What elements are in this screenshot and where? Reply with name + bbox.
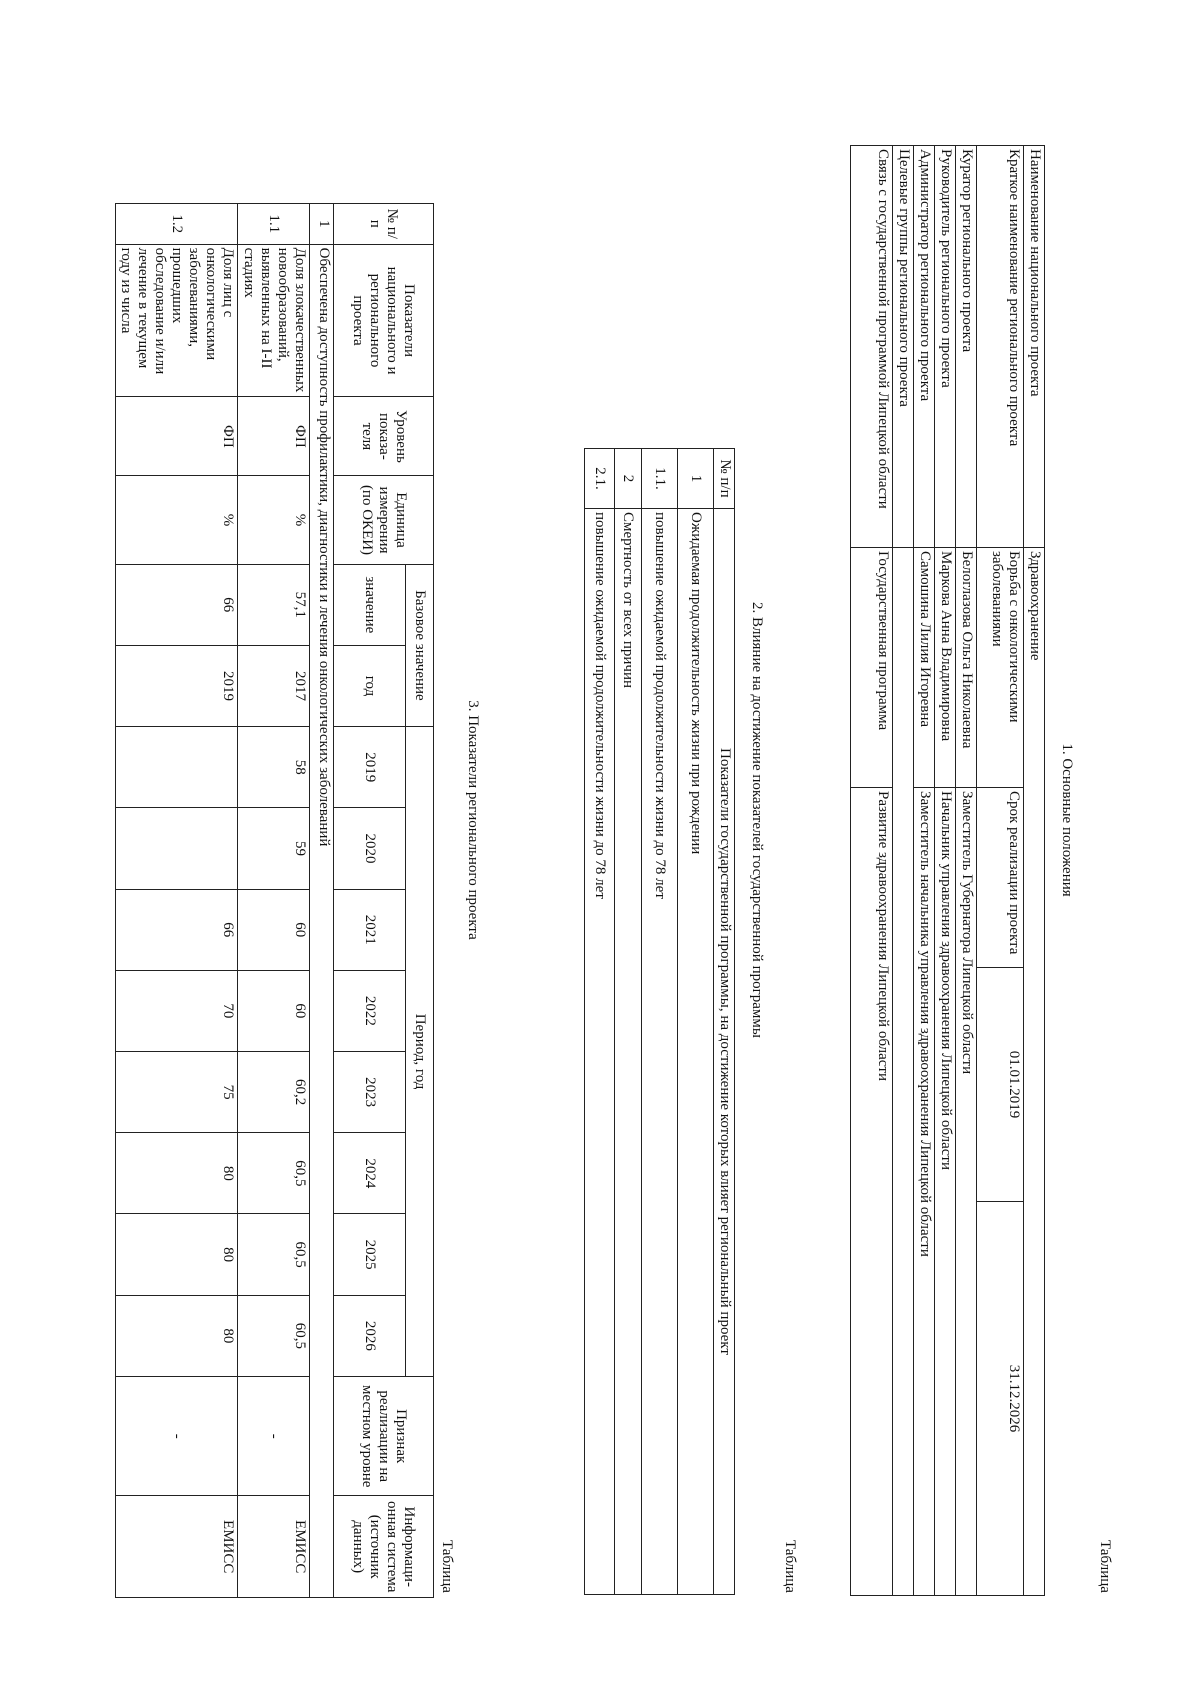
ind-header-year: 2025 — [334, 1214, 406, 1295]
ind-row-value: 60,5 — [238, 1295, 310, 1376]
table-label-2: Таблица — [782, 1540, 798, 1593]
administrator-label: Администратор регионального проекта — [914, 146, 935, 548]
head-position: Начальник управления здравоохранения Липецкой области — [935, 788, 956, 1596]
regional-indicators-table — [115, 203, 434, 1598]
ind-header-base-year: год — [334, 645, 406, 726]
national-project-label: Наименование национального проекта — [1024, 146, 1045, 548]
ind-header-local: Признак реализации на местном уровне — [334, 1376, 434, 1495]
state-program-impact-table — [584, 448, 735, 1595]
ind-header-period: Период, год — [406, 727, 434, 1377]
ind-row-base-value: 66 — [116, 564, 238, 645]
curator-position: Заместитель Губернатора Липецкой области — [956, 788, 977, 1596]
ind-row-value: 60,5 — [238, 1214, 310, 1295]
section-2-title: 2. Влияние на достижение показателей государственной программы — [749, 602, 765, 1038]
ind-row-value: 80 — [116, 1214, 238, 1295]
term-end: 31.12.2026 — [977, 1202, 1024, 1596]
ind-header-year: 2026 — [334, 1295, 406, 1376]
ind-header-year: 2020 — [334, 808, 406, 889]
ind-row-level: ФП — [238, 397, 310, 476]
impact-row-num: 1 — [678, 449, 714, 509]
ind-row-value — [116, 727, 238, 808]
impact-row-num: 2.1. — [585, 449, 615, 509]
ind-row-source: ЕМИСС — [238, 1496, 310, 1598]
link-label: Связь с государственной программой Липецкой области — [851, 146, 893, 548]
national-project-value: Здравоохранение — [1024, 548, 1045, 1596]
ind-row-value: 60,2 — [238, 1052, 310, 1133]
section-3-title: 3. Показатели регионального проекта — [465, 700, 481, 940]
ind-row-num: 1.2 — [116, 204, 238, 245]
impact-row-text: повышение ожидаемой продолжительности жизни до 78 лет — [642, 509, 678, 1595]
target-groups-label: Целевые группы регионального проекта — [893, 146, 914, 548]
ind-row-num: 1.1 — [238, 204, 310, 245]
link-value: Развитие здравоохранения Липецкой области — [851, 788, 893, 1596]
ind-header-year: 2022 — [334, 970, 406, 1051]
impact-header-num: № п/п — [714, 449, 735, 509]
ind-row-base-value: 57,1 — [238, 564, 310, 645]
ind-header-unit: Единица измерения (по ОКЕИ) — [334, 476, 434, 564]
table-row — [238, 204, 310, 1598]
curator-label: Куратор регионального проекта — [956, 146, 977, 548]
ind-row-value: 60,5 — [238, 1133, 310, 1214]
main-provisions-table — [850, 145, 1045, 1596]
ind-header-level: Уровень показа-теля — [334, 397, 434, 476]
short-name-value: Борьба с онкологическими заболеваниями — [977, 548, 1024, 788]
ind-row-indicator: Доля лиц с онкологическими заболеваниями, прошедших обследование и/или лечение в текущем году из числа — [116, 244, 238, 397]
ind-row-local: - — [116, 1376, 238, 1495]
section-1-title: 1. Основные положения — [1059, 743, 1075, 897]
impact-row-text: Смертность от всех причин — [615, 509, 642, 1595]
ind-group-num: 1 — [310, 204, 334, 245]
ind-header-year: 2023 — [334, 1052, 406, 1133]
ind-row-value: 80 — [116, 1133, 238, 1214]
head-label: Руководитель регионального проекта — [935, 146, 956, 548]
ind-header-base-value: значение — [334, 564, 406, 645]
ind-row-local: - — [238, 1376, 310, 1495]
ind-row-unit: % — [116, 476, 238, 564]
ind-header-source: Информаци-онная система (источник данных) — [334, 1496, 434, 1598]
ind-row-value: 60 — [238, 970, 310, 1051]
table-row — [116, 204, 238, 1598]
ind-row-value: 60 — [238, 889, 310, 970]
ind-row-value: 66 — [116, 889, 238, 970]
ind-row-value — [116, 808, 238, 889]
ind-row-value: 80 — [116, 1295, 238, 1376]
table-label-1: Таблица — [1097, 1540, 1113, 1593]
ind-row-base-year: 2019 — [116, 645, 238, 726]
impact-header-text: Показатели государственной программы, на достижение которых влияет региональный проект — [714, 509, 735, 1595]
ind-row-value: 58 — [238, 727, 310, 808]
ind-header-base: Базовое значение — [406, 564, 434, 726]
administrator-position: Заместитель начальника управления здравоохранения Липецкой области — [914, 788, 935, 1596]
short-name-label: Краткое наименование регионального проекта — [977, 146, 1024, 548]
ind-header-year: 2021 — [334, 889, 406, 970]
term-start: 01.01.2019 — [977, 968, 1024, 1202]
ind-row-source: ЕМИСС — [116, 1496, 238, 1598]
term-label: Срок реализации проекта — [977, 788, 1024, 968]
ind-row-value: 75 — [116, 1052, 238, 1133]
impact-row-text: Ожидаемая продолжительность жизни при рождении — [678, 509, 714, 1595]
ind-row-level: ФП — [116, 397, 238, 476]
ind-header-num: № п/п — [334, 204, 434, 245]
ind-header-year: 2019 — [334, 727, 406, 808]
curator-name: Белоглазова Ольга Николаевна — [956, 548, 977, 788]
impact-row-text: повышение ожидаемой продолжительности жизни до 78 лет — [585, 509, 615, 1595]
impact-row-num: 2 — [615, 449, 642, 509]
document-page — [73, 40, 1113, 1600]
ind-row-indicator: Доля злокачественных новообразований, выявленных на I-II стадиях — [238, 244, 310, 397]
impact-row-num: 1.1. — [642, 449, 678, 509]
ind-row-base-year: 2017 — [238, 645, 310, 726]
table-label-3: Таблица — [439, 1540, 455, 1593]
ind-group-text: Обеспечена доступность профилактики, диагностики и лечения онкологических заболеваний — [310, 244, 334, 1597]
head-name: Маркова Анна Владимировна — [935, 548, 956, 788]
target-groups-value — [893, 548, 914, 1596]
link-kind: Государственная программа — [851, 548, 893, 788]
administrator-name: Самошина Лилия Игоревна — [914, 548, 935, 788]
ind-header-indicator: Показатели национального и регионального проекта — [334, 244, 434, 397]
ind-row-unit: % — [238, 476, 310, 564]
ind-row-value: 70 — [116, 970, 238, 1051]
ind-row-value: 59 — [238, 808, 310, 889]
ind-header-year: 2024 — [334, 1133, 406, 1214]
